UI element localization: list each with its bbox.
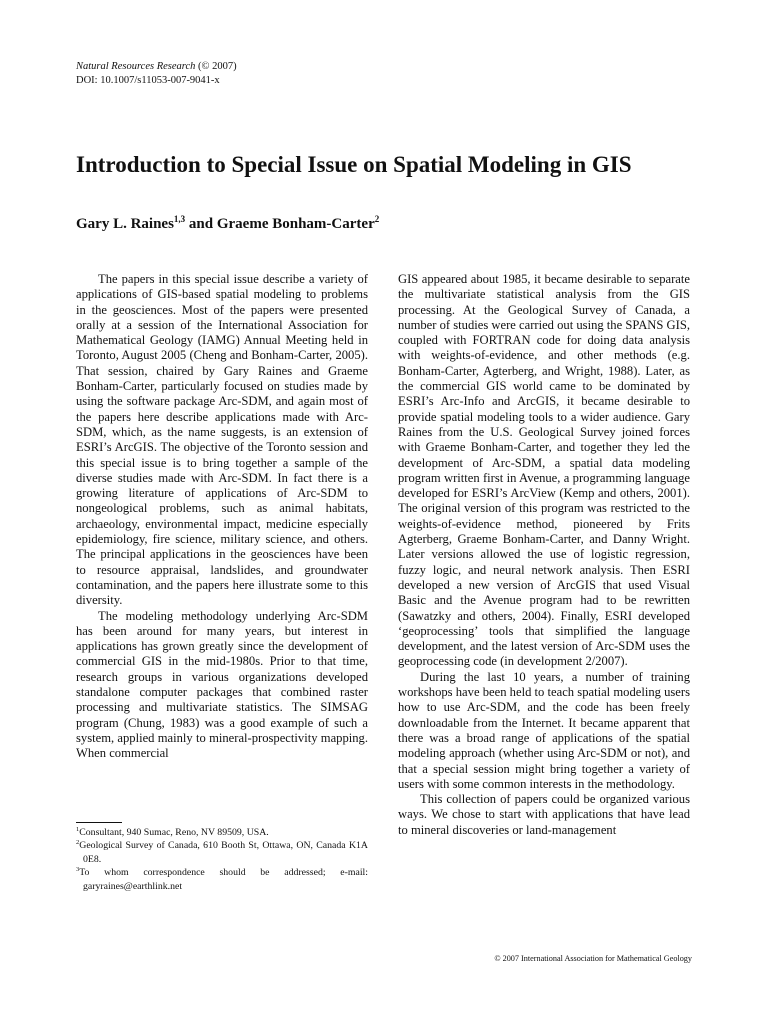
body-column-right (398, 272, 690, 838)
author-line (76, 214, 379, 234)
author-affiliation-mark: 2 (374, 214, 380, 224)
footnote (76, 826, 368, 839)
journal-citation (76, 60, 237, 74)
footnote-text: To whom correspondence should be addressed; e-mail: garyraines@earthlink.net (79, 867, 368, 892)
footnote (76, 839, 368, 866)
footnote-number: 3 (76, 866, 80, 874)
footnotes (76, 826, 368, 893)
paper-title: Introduction to Special Issue on Spatial Modeling in GIS (76, 152, 632, 177)
body-paragraph: This collection of papers could be organized various ways. We chose to start with applications that have lead to mineral discoveries or land-management (398, 792, 690, 837)
footnote-number: 2 (76, 839, 80, 847)
body-paragraph: GIS appeared about 1985, it became desirable to separate the multivariate statistical analysis from the GIS processing. At the Geological Survey of Canada, a number of studies were carried out using the SPANS GIS, coupled with FORTRAN code for doing data analysis with weights-of-evidence, and other methods (e.g. Bonham-Carter, Agterberg, and Wright, 1988). Later, as the commercial GIS world came to be dominated by ESRI’s Arc-Info and ArcGIS, it became desirable to provide spatial modeling tools to a wider audience. Gary Raines from the U.S. Geological Survey joined forces with Graeme Bonham-Carter, and together they led the development of Arc-SDM, a spatial data modeling program written first in Avenue, a programming language developed for ESRI’s ArcView (Kemp and others, 2001). The original version of this program was restricted to the weights-of-evidence method, pioneered by Frits Agterberg, Graeme Bonham-Carter, and Danny Wright. Later versions allowed the use of logistic regression, fuzzy logic, and neural network analysis. Then ESRI developed a new version of ArcGIS that used Visual Basic and the Avenue program had to be rewritten (Sawatzky and others, 2004). Finally, ESRI developed ‘geoprocessing’ tools that simplified the language development, and the latest version of Arc-SDM uses the geoprocessing code (in development 2/2007). (398, 272, 690, 669)
body-paragraph: The papers in this special issue describe a variety of applications of GIS-based spatial modeling to problems in the geosciences. Most of the papers were presented orally at a session of the International Association for Mathematical Geology (IAMG) Annual Meeting held in Toronto, August 2005 (Cheng and Bonham-Carter, 2005). That session, chaired by Gary Raines and Graeme Bonham-Carter, particularly focused on studies made by using the software package Arc-SDM, and again most of the papers here describe applications made with Arc-SDM, which, as the name suggests, is an extension of ESRI’s ArcGIS. The objective of the Toronto session and this special issue is to bring together a sample of the diverse studies made with Arc-SDM. In fact there is a growing literature of applications of Arc-SDM to nongeological problems, such as animal habitats, archaeology, environmental impact, medicine especially epidemiology, fire science, military science, and others. The principal applications in the geosciences have been to resource appraisal, landslides, and groundwater contamination, and the papers here illustrate some to this diversity. (76, 272, 368, 608)
body-column-left (76, 272, 368, 762)
author-name: Graeme Bonham-Carter (216, 216, 375, 232)
body-paragraph: During the last 10 years, a number of training workshops have been held to teach spatial modeling users how to use Arc-SDM, and the code has been freely downloadable from the Internet. It became apparent that there was a broad range of applications of the spatial modeling approach (whether using Arc-SDM or not), and that a special session might bring together a variety of users with some common interests in the methodology. (398, 669, 690, 791)
journal-year: (© 2007) (198, 61, 237, 72)
footnote (76, 866, 368, 893)
journal-name: Natural Resources Research (76, 61, 196, 72)
author-name: Gary L. Raines (76, 216, 174, 232)
journal-doi: DOI: 10.1007/s11053-007-9041-x (76, 75, 220, 86)
author-affiliation-mark: 1,3 (173, 214, 186, 224)
body-paragraph: The modeling methodology underlying Arc-SDM has been around for many years, but interest in applications has grown greatly since the development of commercial GIS in the mid-1980s. Prior to that time, research groups in various organizations developed standalone computer packages that combined raster processing and multivariate statistics. The SIMSAG program (Chung, 1983) was a good example of such a system, applied mainly to mineral-prospectivity mapping. When commercial (76, 608, 368, 761)
copyright-notice: © 2007 International Association for Mathematical Geology (494, 954, 692, 963)
footnote-divider (76, 822, 122, 823)
journal-header (76, 60, 237, 88)
footnote-text: Consultant, 940 Sumac, Reno, NV 89509, USA. (79, 827, 269, 838)
footnote-number: 1 (76, 826, 80, 833)
footnote-text: Geological Survey of Canada, 610 Booth St, Ottawa, ON, Canada K1A 0E8. (79, 840, 368, 865)
author-conjunction: and (188, 216, 214, 232)
